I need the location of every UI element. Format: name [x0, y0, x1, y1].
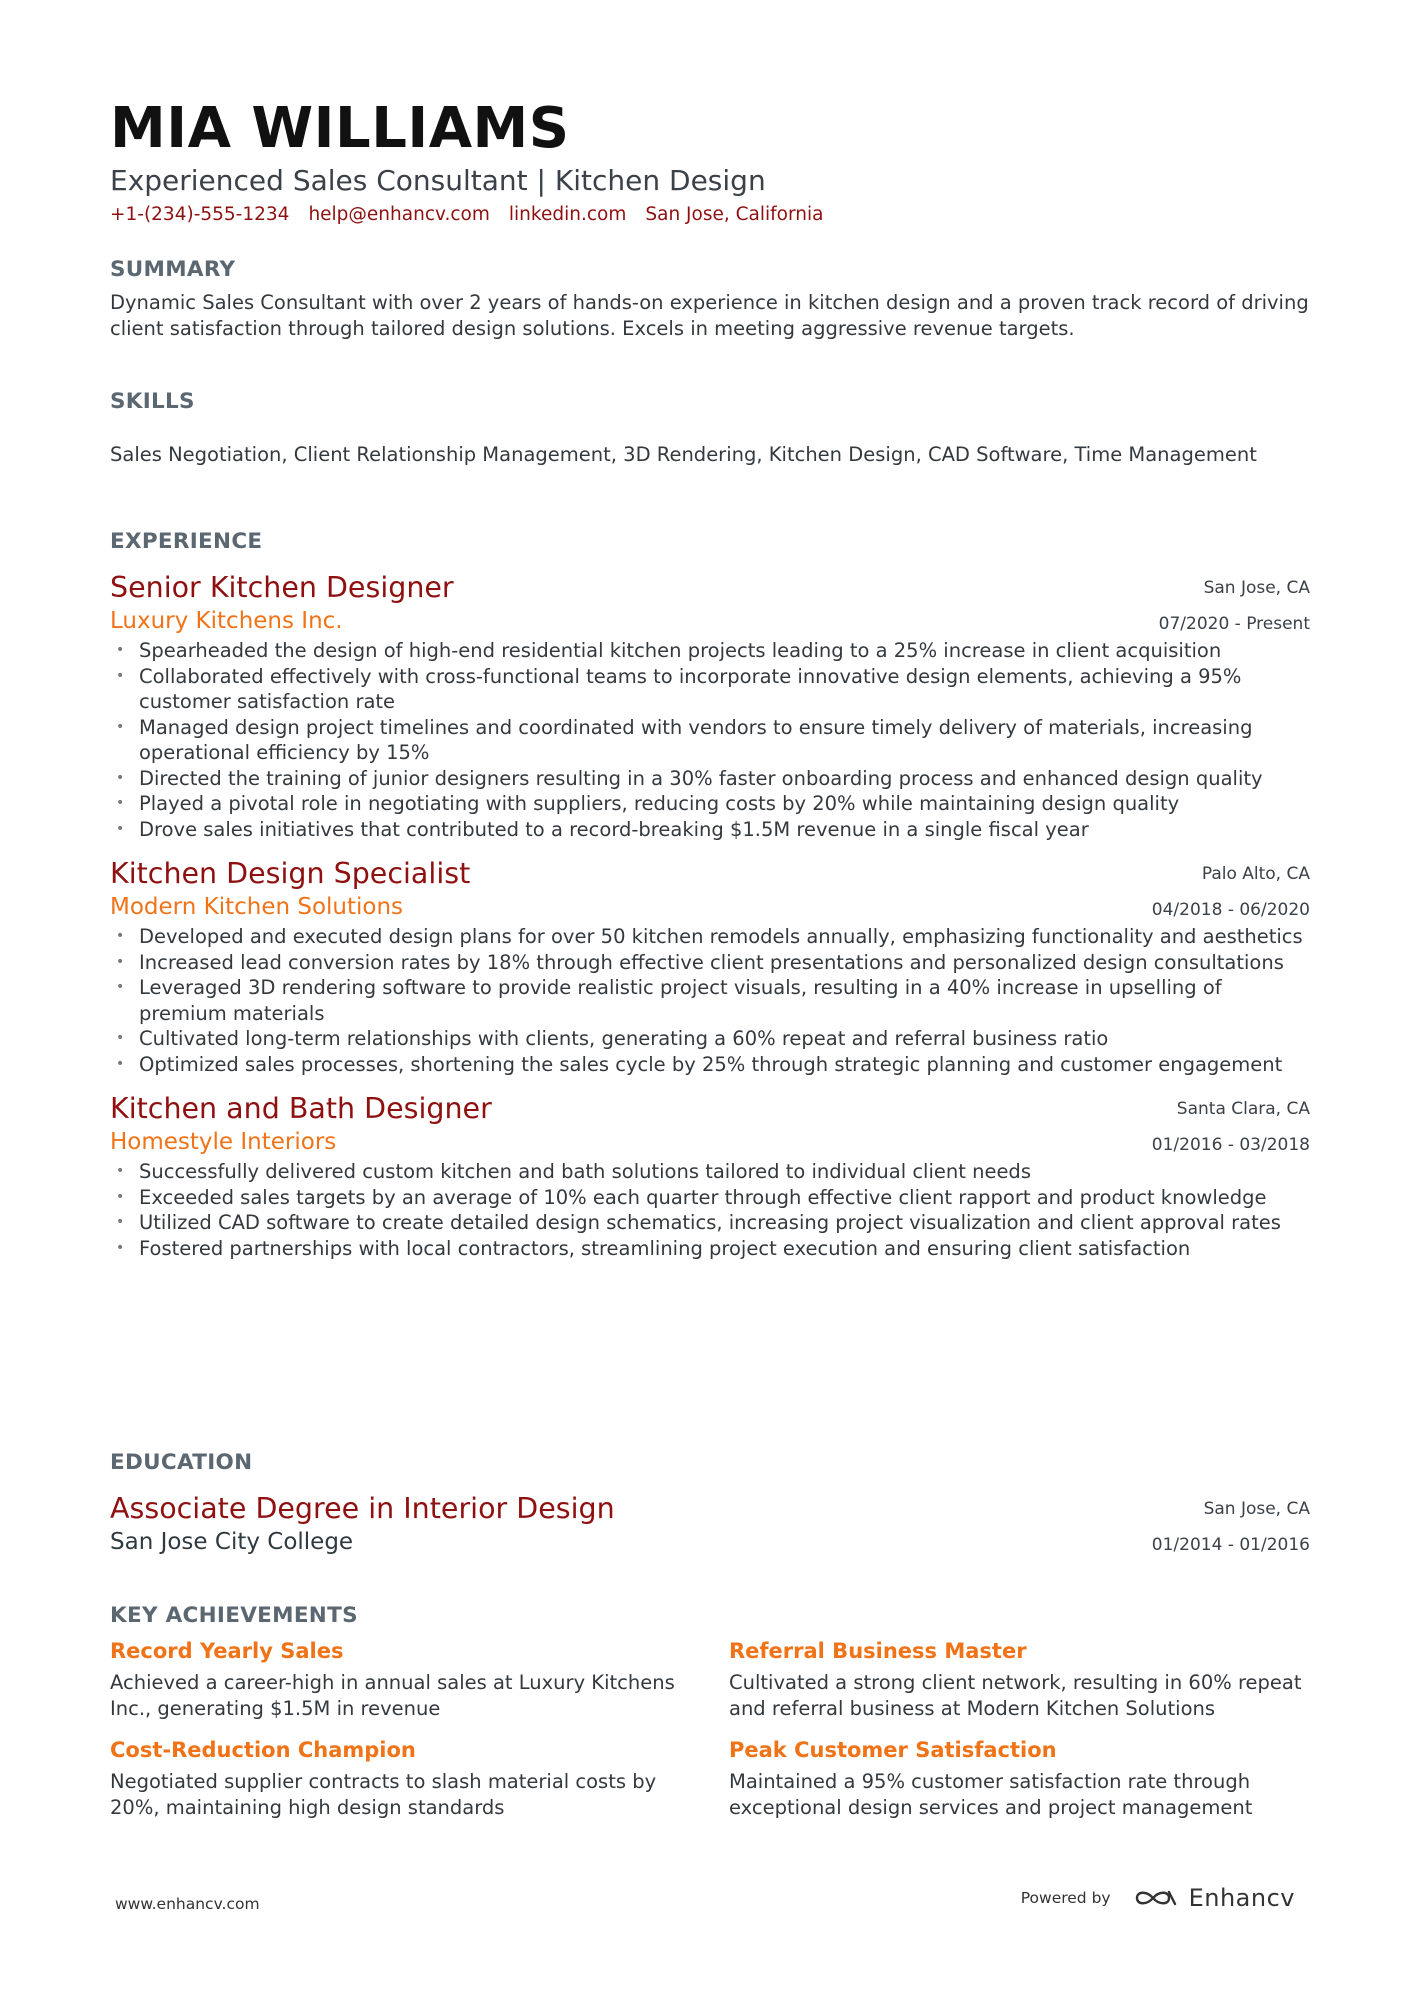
job-bullets — [110, 924, 1310, 1077]
achievement-title: Cost-Reduction Champion — [110, 1738, 416, 1762]
degree-title: Associate Degree in Interior Design — [110, 1492, 615, 1525]
job-entry — [110, 570, 1310, 842]
education-heading: EDUCATION — [110, 1450, 253, 1475]
achievement-item — [110, 1735, 695, 1820]
job-bullets — [110, 1159, 1310, 1261]
summary-section — [110, 256, 1310, 342]
job-meta — [1152, 1091, 1310, 1163]
job-entry — [110, 856, 1310, 1077]
achievement-desc: Negotiated supplier contracts to slash material costs by 20%, maintaining high design standards — [110, 1770, 657, 1819]
footer-website-link[interactable]: www.enhancv.com — [115, 1895, 260, 1913]
candidate-title: Experienced Sales Consultant | Kitchen Design — [110, 164, 766, 197]
bullet-item: • Leveraged 3D rendering software to provide realistic project visuals, resulting in a 40% increase in upselling of premium materials — [116, 976, 1222, 1025]
experience-heading: EXPERIENCE — [110, 529, 263, 554]
education-section — [110, 1449, 1310, 1557]
job-location: San Jose, CA — [1203, 578, 1310, 598]
job-bullets — [110, 638, 1310, 842]
skills-heading: SKILLS — [110, 389, 195, 414]
job-meta — [1159, 570, 1310, 642]
contact-line — [110, 202, 1310, 228]
job-dates: 07/2020 - Present — [1158, 614, 1310, 634]
phone-link[interactable]: +1-(234)-555-1234 — [110, 204, 290, 225]
achievement-item — [729, 1636, 1314, 1721]
achievements-section — [110, 1602, 1310, 1820]
education-meta — [1152, 1491, 1310, 1563]
education-location: San Jose, CA — [1203, 1499, 1310, 1519]
skills-text: Sales Negotiation, Client Relationship Management, 3D Rendering, Kitchen Design, CAD Software, Time Management — [110, 443, 1257, 466]
education-entry — [110, 1491, 1310, 1557]
job-dates: 01/2016 - 03/2018 — [1151, 1135, 1310, 1155]
bullet-dot-icon: • — [116, 1163, 125, 1179]
job-company: Modern Kitchen Solutions — [110, 894, 404, 920]
bullet-item: • Collaborated effectively with cross-functional teams to incorporate innovative design elements, achieving a 95% customer satisfaction rate — [116, 664, 1242, 713]
bullet-dot-icon: • — [116, 795, 125, 811]
candidate-name: MIA WILLIAMS — [110, 96, 570, 161]
brand-name: Enhancv — [1188, 1884, 1295, 1912]
skills-section — [110, 388, 1310, 468]
linkedin-link[interactable]: linkedin.com — [508, 204, 627, 225]
experience-section — [110, 528, 1310, 1261]
bullet-item: • Fostered partnerships with local contractors, streamlining project execution and ensuring client satisfaction — [116, 1236, 1191, 1260]
job-location: Santa Clara, CA — [1176, 1099, 1310, 1119]
bullet-item: • Spearheaded the design of high-end residential kitchen projects leading to a 25% increase in client acquisition — [116, 639, 1222, 662]
bullet-dot-icon: • — [116, 953, 125, 970]
bullet-dot-icon: • — [116, 928, 125, 944]
achievement-item — [729, 1735, 1314, 1820]
bullet-item: • Managed design project timelines and coordinated with vendors to ensure timely delivery of materials, increasing operational efficiency by 15% — [116, 715, 1253, 764]
bullet-item: • Successfully delivered custom kitchen and bath solutions tailored to individual client needs — [116, 1160, 1031, 1183]
job-entry — [110, 1091, 1310, 1261]
achievements-grid — [110, 1636, 1310, 1820]
bullet-dot-icon: • — [116, 769, 125, 786]
bullet-item: • Optimized sales processes, shortening the sales cycle by 25% through strategic planning and customer engagement — [116, 1052, 1283, 1076]
resume-page — [110, 96, 1310, 1819]
achievement-title: Peak Customer Satisfaction — [729, 1738, 1057, 1762]
bullet-dot-icon: • — [116, 1214, 125, 1230]
achievement-desc: Maintained a 95% customer satisfaction rate through exceptional design services and project management — [729, 1770, 1253, 1819]
enhancv-brand-link[interactable] — [1133, 1884, 1295, 1912]
job-title: Senior Kitchen Designer — [110, 571, 454, 604]
bullet-item: • Drove sales initiatives that contributed to a record-breaking $1.5M revenue in a single fiscal year — [116, 817, 1089, 841]
powered-by-label: Powered by — [1020, 1889, 1111, 1907]
job-meta — [1152, 856, 1310, 928]
bullet-item: • Played a pivotal role in negotiating with suppliers, reducing costs by 20% while maintaining design quality — [116, 792, 1180, 815]
achievement-title: Referral Business Master — [729, 1639, 1027, 1663]
bullet-item: • Utilized CAD software to create detailed design schematics, increasing project visualization and client approval rates — [116, 1211, 1281, 1234]
bullet-item: • Exceeded sales targets by an average of 10% each quarter through effective client rapport and product knowledge — [116, 1185, 1267, 1209]
job-location: Palo Alto, CA — [1201, 864, 1310, 884]
summary-heading: SUMMARY — [110, 257, 236, 282]
summary-text: Dynamic Sales Consultant with over 2 years of hands-on experience in kitchen design and a proven track record of driving client satisfaction through tailored design solutions. Excels in meeting aggressive revenue targets. — [110, 291, 1309, 340]
job-company: Luxury Kitchens Inc. — [110, 608, 343, 634]
bullet-dot-icon: • — [116, 1239, 125, 1256]
job-title: Kitchen and Bath Designer — [110, 1092, 492, 1125]
job-title: Kitchen Design Specialist — [110, 857, 471, 890]
bullet-item: • Increased lead conversion rates by 18% through effective client presentations and personalized design consultations — [116, 950, 1284, 974]
job-company: Homestyle Interiors — [110, 1129, 337, 1155]
email-link[interactable]: help@enhancv.com — [308, 204, 490, 225]
bullet-dot-icon: • — [116, 1030, 125, 1046]
bullet-item: • Developed and executed design plans for over 50 kitchen remodels annually, emphasizing functionality and aesthetics — [116, 925, 1303, 948]
bullet-item: • Directed the training of junior designers resulting in a 30% faster onboarding process and enhanced design quality — [116, 766, 1263, 790]
footer-branding — [1021, 1884, 1295, 1912]
bullet-dot-icon: • — [116, 820, 125, 837]
achievement-desc: Cultivated a strong client network, resulting in 60% repeat and referral business at Modern Kitchen Solutions — [729, 1671, 1302, 1720]
bullet-dot-icon: • — [116, 667, 125, 684]
school-name: San Jose City College — [110, 1529, 354, 1555]
bullet-dot-icon: • — [116, 642, 125, 658]
achievement-item — [110, 1636, 695, 1721]
bullet-dot-icon: • — [116, 718, 125, 735]
bullet-dot-icon: • — [116, 979, 125, 995]
bullet-item: • Cultivated long-term relationships with clients, generating a 60% repeat and referral business ratio — [116, 1027, 1109, 1050]
achievements-heading: KEY ACHIEVEMENTS — [110, 1603, 358, 1628]
achievement-title: Record Yearly Sales — [110, 1639, 344, 1663]
bullet-dot-icon: • — [116, 1055, 125, 1072]
enhancv-logo-icon — [1133, 1886, 1179, 1910]
bullet-dot-icon: • — [116, 1188, 125, 1205]
job-dates: 04/2018 - 06/2020 — [1151, 900, 1310, 920]
location-text: San Jose, California — [645, 204, 824, 225]
achievement-desc: Achieved a career-high in annual sales at Luxury Kitchens Inc., generating $1.5M in revenue — [110, 1671, 675, 1720]
education-dates: 01/2014 - 01/2016 — [1151, 1535, 1310, 1555]
